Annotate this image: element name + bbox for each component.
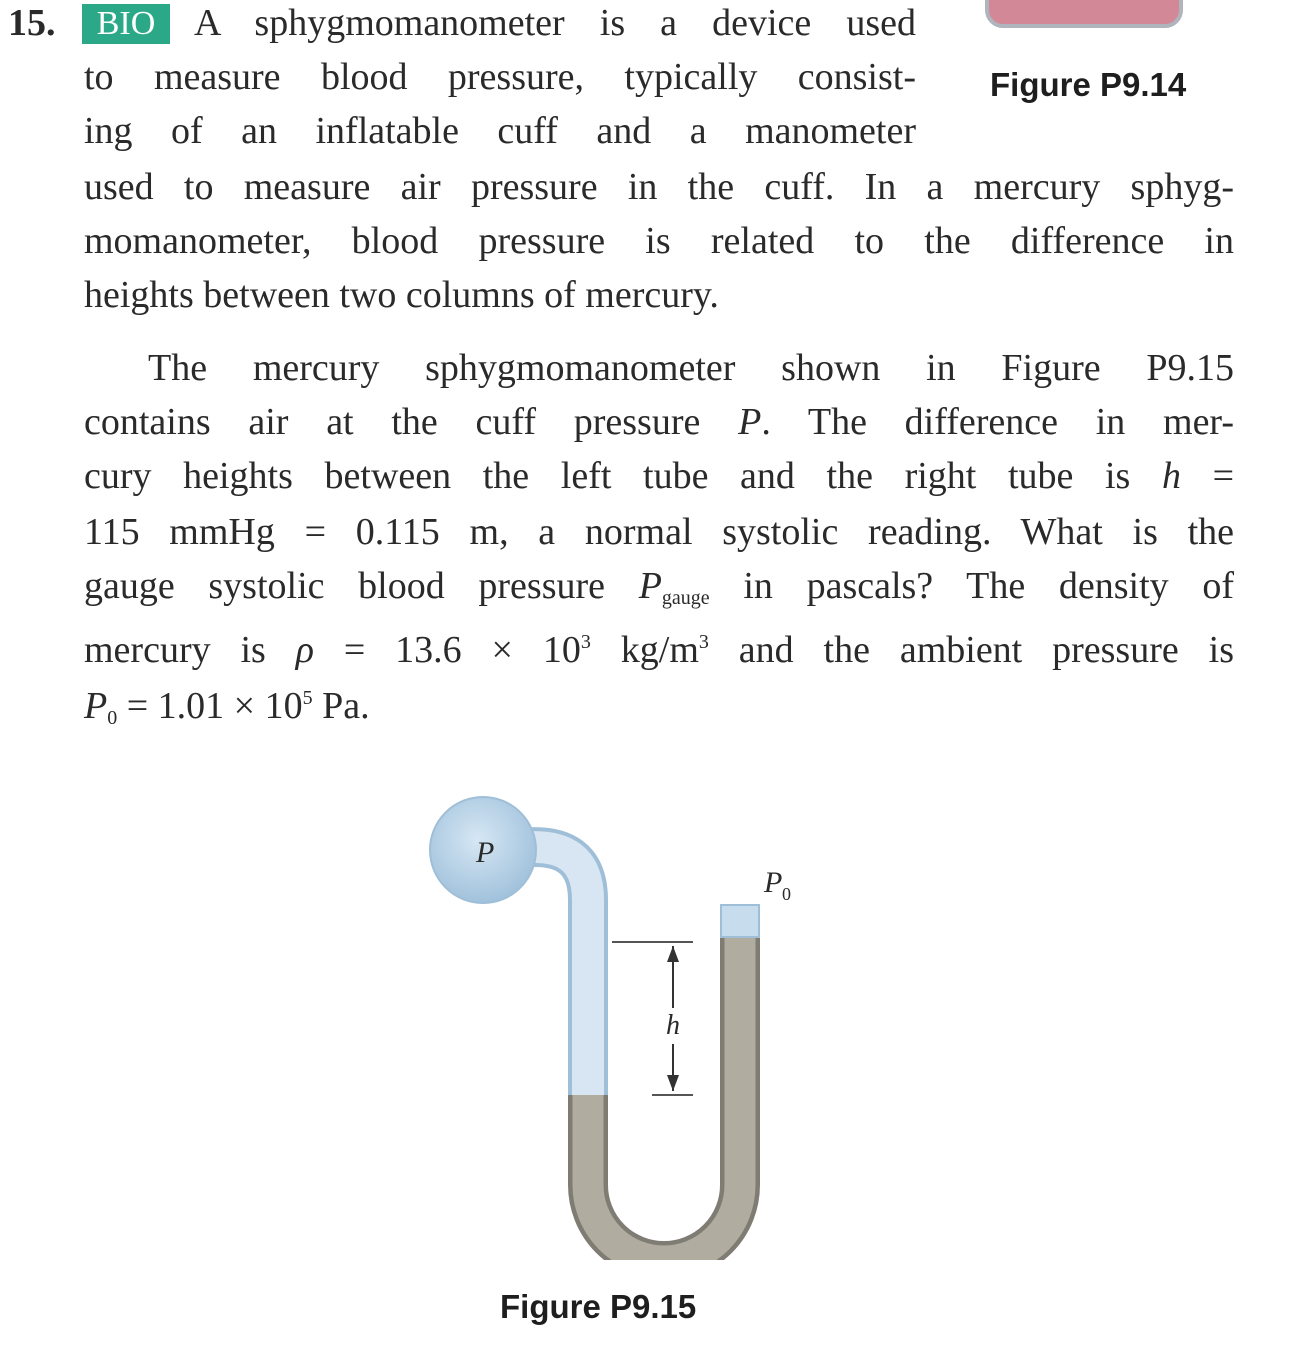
- right-tube-air: [721, 905, 759, 937]
- mercury-u-outline: [588, 935, 740, 1260]
- bulb-label: P: [476, 836, 495, 869]
- para2-line5: [84, 563, 1234, 621]
- para2-line7: [84, 675, 370, 741]
- para2-line6-text-c: kg/m: [590, 629, 699, 671]
- para2-line3-text-a: cury heights between the left tube and the right tube is: [84, 455, 1162, 497]
- density-symbol: ρ: [295, 629, 314, 671]
- exponent-3a: 3: [580, 631, 591, 653]
- para2-line6-text-b: = 13.6 × 10: [313, 629, 581, 671]
- cuff-pressure-symbol: P: [738, 401, 762, 443]
- problem-number: 15.: [8, 2, 56, 44]
- figure-p9-14-remnant: [985, 0, 1183, 28]
- para1-line6: heights between two columns of mercury.: [84, 274, 719, 316]
- para2-line5-text-a: gauge systolic blood pressure: [84, 565, 639, 607]
- para2-line4: 115 mmHg = 0.115 m, a normal systolic reading. What is the: [84, 511, 1234, 553]
- para2-line3: [84, 453, 1234, 499]
- manometer-figure: [400, 780, 840, 1260]
- gauge-subscript: gauge: [661, 587, 710, 609]
- ambient-label: P: [764, 866, 783, 899]
- height-label: h: [666, 1010, 680, 1041]
- height-symbol: h: [1161, 455, 1181, 497]
- para2-line2-text-b: . The difference in mer-: [761, 401, 1234, 443]
- para2-line6: [84, 619, 1234, 673]
- para1-line2: to measure blood pressure, typically consist-: [84, 56, 916, 98]
- ambient-pressure-symbol: P: [84, 685, 108, 727]
- exponent-5: 5: [302, 687, 313, 709]
- exponent-3b: 3: [698, 631, 709, 653]
- para2-line2: [84, 399, 1234, 445]
- para2-line5-text-b: in pascals? The density of: [709, 565, 1234, 607]
- para2-line6-text-a: mercury is: [84, 629, 296, 671]
- bio-badge: BIO: [82, 4, 170, 44]
- para1-line3: ing of an inflatable cuff and a manometer: [84, 110, 916, 152]
- figure-p9-15-caption: Figure P9.15: [500, 1288, 697, 1325]
- para2-line7-text-b: Pa.: [312, 685, 370, 727]
- gauge-pressure-symbol: P: [638, 565, 662, 607]
- para2-line7-text-a: = 1.01 × 10: [117, 685, 303, 727]
- para2-line2-text-a: contains air at the cuff pressure: [84, 401, 739, 443]
- height-arrowhead-down: [667, 1075, 679, 1091]
- para1-line4: used to measure air pressure in the cuff. In a mercury sphyg-: [84, 166, 1234, 208]
- ambient-subscript: 0: [107, 707, 118, 729]
- height-arrowhead-up: [667, 946, 679, 962]
- figure-p9-14-caption: Figure P9.14: [990, 66, 1187, 103]
- para1-line5: momanometer, blood pressure is related to the difference in: [84, 220, 1234, 262]
- para1-line1: A sphygmomanometer is a device used: [194, 2, 916, 44]
- para2-line6-text-d: and the ambient pressure is: [708, 629, 1234, 671]
- para2-line3-text-b: =: [1180, 455, 1234, 497]
- ambient-label-subscript: 0: [782, 884, 791, 904]
- left-tube-air: [520, 847, 588, 1095]
- para2-line1: The mercury sphygmomanometer shown in Figure P9.15: [148, 347, 1234, 389]
